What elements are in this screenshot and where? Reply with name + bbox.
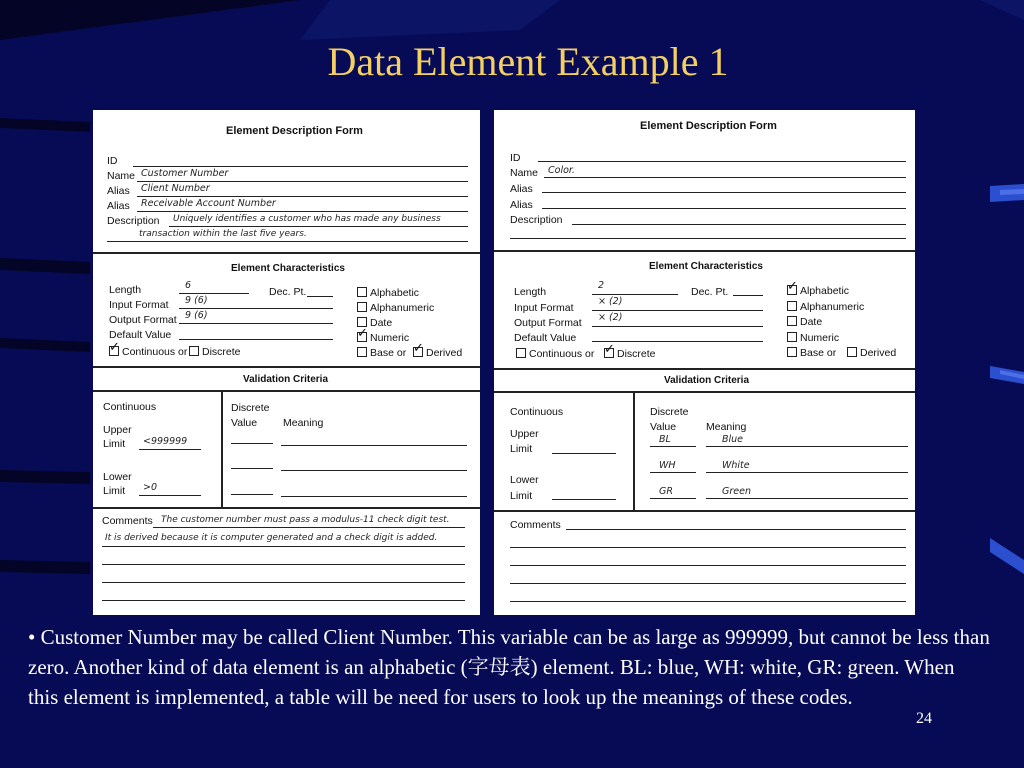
- alphanumeric-option: [787, 300, 864, 313]
- comments-line: [510, 583, 906, 584]
- output-format-value: 9 (6): [185, 310, 208, 321]
- section-divider: [93, 390, 480, 392]
- name-value: Customer Number: [141, 168, 229, 179]
- date-option: [787, 315, 822, 328]
- comments-line: [102, 600, 465, 601]
- output-format-value: × (2): [598, 312, 623, 323]
- alias-label: Alias: [510, 199, 533, 211]
- id-label: ID: [510, 152, 521, 164]
- continuous-label: Continuous or: [529, 348, 595, 360]
- default-value-line: [179, 339, 333, 340]
- comments-value: The customer number must pass a modulus-11 check digit test.: [161, 515, 450, 525]
- discrete-header: Discrete: [650, 406, 689, 418]
- comments-line: [153, 527, 465, 528]
- alphabetic-label: Alphabetic: [370, 287, 420, 299]
- meaning-line: [706, 498, 908, 499]
- value-header: Value: [231, 417, 258, 429]
- alphanumeric-label: Alphanumeric: [800, 301, 865, 313]
- length-label: Length: [514, 286, 547, 298]
- base-label: Base or: [370, 347, 407, 359]
- length-value: 2: [598, 280, 605, 291]
- alphabetic-checkbox: [357, 287, 367, 297]
- element-description-form-color: [494, 110, 915, 615]
- length-line: [179, 293, 249, 294]
- alias-label: Alias: [107, 185, 130, 197]
- date-label: Date: [800, 316, 823, 328]
- element-description-form-customer-number: [93, 110, 480, 615]
- column-divider: [221, 391, 223, 507]
- id-line: [538, 161, 906, 162]
- date-label: Date: [370, 317, 393, 329]
- slide-body-text: • Customer Number may be called Client Number. This variable can be as large as 999999, but cannot be less than zero. Another kind of data element is an alphabetic (字母表) element. BL: blue, WH: white, GR: green. When this element is implemented, a table will be need for users to look up the meanings of these codes.: [28, 625, 990, 709]
- alias-label: Alias: [510, 183, 533, 195]
- meaning-line: [281, 496, 467, 497]
- meaning-header: Meaning: [706, 421, 747, 433]
- code-meaning: Blue: [722, 434, 744, 445]
- alphabetic-label: Alphabetic: [800, 285, 850, 297]
- section-divider: [93, 507, 480, 509]
- alphabetic-checkbox: [787, 285, 797, 295]
- name-line: [137, 181, 468, 182]
- description-line: [510, 238, 906, 239]
- discrete-checkbox: [604, 348, 614, 358]
- dec-pt-line: [733, 295, 763, 296]
- output-format-line: [179, 323, 333, 324]
- form-header: Element Description Form: [226, 125, 363, 137]
- lower-limit-line: [139, 495, 201, 496]
- default-value-line: [592, 341, 763, 342]
- code-value: GR: [659, 486, 673, 497]
- alias-line: [542, 208, 906, 209]
- continuous-header: Continuous: [510, 406, 564, 418]
- continuous-label: Continuous or: [122, 346, 188, 358]
- discrete-label: Discrete: [617, 348, 656, 360]
- alias-value: Client Number: [141, 183, 210, 194]
- slide-title: Data Element Example 1: [327, 39, 729, 84]
- column-divider: [633, 392, 635, 510]
- alphanumeric-checkbox: [357, 302, 367, 312]
- alphanumeric-option: [357, 301, 434, 314]
- validation-header: Validation Criteria: [243, 374, 329, 385]
- output-format-line: [592, 326, 763, 327]
- upper-limit-label: Limit: [510, 443, 533, 455]
- discrete-option: [189, 345, 241, 358]
- alias-line: [137, 196, 468, 197]
- discrete-checkbox: [189, 346, 199, 356]
- default-value-label: Default Value: [109, 329, 172, 341]
- numeric-checkbox: [787, 332, 797, 342]
- comments-line: [510, 565, 906, 566]
- alphanumeric-label: Alphanumeric: [370, 302, 435, 314]
- lower-limit-label: Limit: [510, 490, 533, 502]
- dec-pt-label: Dec. Pt.: [691, 286, 729, 298]
- date-checkbox: [787, 316, 797, 326]
- comments-line: [102, 582, 465, 583]
- section-divider: [494, 368, 915, 370]
- name-value: Color.: [548, 165, 575, 176]
- comments-value: It is derived because it is computer generated and a check digit is added.: [105, 533, 438, 543]
- description-label: Description: [510, 214, 563, 226]
- base-option: [787, 346, 836, 359]
- base-checkbox: [357, 347, 367, 357]
- length-value: 6: [185, 280, 192, 291]
- comments-label: Comments: [510, 519, 561, 531]
- section-divider: [494, 391, 915, 393]
- length-label: Length: [109, 284, 142, 296]
- characteristics-header: Element Characteristics: [649, 261, 763, 272]
- derived-option: [847, 346, 896, 359]
- derived-checkbox: [413, 347, 423, 357]
- lower-label: Lower: [103, 471, 132, 483]
- numeric-option: [787, 331, 839, 344]
- upper-label: Upper: [510, 428, 539, 440]
- section-divider: [93, 252, 480, 254]
- continuous-option: [109, 345, 187, 358]
- alias-line: [137, 211, 468, 212]
- page-number: 24: [916, 710, 932, 727]
- id-line: [133, 166, 468, 167]
- input-format-value: 9 (6): [185, 295, 208, 306]
- continuous-header: Continuous: [103, 401, 157, 413]
- continuous-checkbox: [516, 348, 526, 358]
- continuous-option: [516, 347, 594, 360]
- input-format-value: × (2): [598, 296, 623, 307]
- meaning-line: [281, 470, 467, 471]
- value-line: [231, 443, 273, 444]
- code-meaning: White: [722, 460, 750, 471]
- meaning-line: [706, 446, 908, 447]
- numeric-checkbox: [357, 332, 367, 342]
- name-label: Name: [510, 167, 539, 179]
- default-value-label: Default Value: [514, 332, 577, 344]
- code-meaning: Green: [722, 486, 751, 497]
- alias-value: Receivable Account Number: [141, 198, 276, 209]
- discrete-header: Discrete: [231, 402, 270, 414]
- name-label: Name: [107, 170, 136, 182]
- section-divider: [494, 250, 915, 252]
- lower-label: Lower: [510, 474, 539, 486]
- value-line: [650, 446, 696, 447]
- description-line: [572, 224, 906, 225]
- code-value: WH: [659, 460, 676, 471]
- output-format-label: Output Format: [514, 317, 582, 329]
- derived-label: Derived: [426, 347, 463, 359]
- upper-limit-label: Limit: [103, 438, 126, 450]
- upper-limit-line: [139, 449, 201, 450]
- derived-label: Derived: [860, 347, 897, 359]
- continuous-checkbox: [109, 346, 119, 356]
- base-option: [357, 346, 406, 359]
- base-checkbox: [787, 347, 797, 357]
- validation-header: Validation Criteria: [664, 375, 750, 386]
- section-divider: [494, 510, 915, 512]
- description-value: Uniquely identifies a customer who has made any business: [173, 214, 441, 224]
- input-format-line: [179, 308, 333, 309]
- description-label: Description: [107, 215, 160, 227]
- description-line: [169, 226, 468, 227]
- numeric-label: Numeric: [800, 332, 840, 344]
- meaning-line: [281, 445, 467, 446]
- base-label: Base or: [800, 347, 837, 359]
- input-format-line: [592, 310, 763, 311]
- characteristics-header: Element Characteristics: [231, 263, 345, 274]
- discrete-option: [604, 347, 656, 360]
- value-line: [231, 468, 273, 469]
- name-line: [544, 177, 906, 178]
- comments-line: [102, 564, 465, 565]
- input-format-label: Input Format: [514, 302, 574, 314]
- input-format-label: Input Format: [109, 299, 169, 311]
- description-line: [107, 241, 468, 242]
- output-format-label: Output Format: [109, 314, 177, 326]
- alias-label: Alias: [107, 200, 130, 212]
- description-value: transaction within the last five years.: [139, 229, 307, 239]
- dec-pt-label: Dec. Pt.: [269, 286, 307, 298]
- value-line: [231, 494, 273, 495]
- numeric-label: Numeric: [370, 332, 410, 344]
- comments-label: Comments: [102, 515, 153, 527]
- comments-line: [510, 547, 906, 548]
- discrete-label: Discrete: [202, 346, 241, 358]
- value-line: [650, 472, 696, 473]
- derived-option: [413, 346, 462, 359]
- alphabetic-option: [787, 284, 849, 297]
- upper-label: Upper: [103, 424, 132, 436]
- value-header: Value: [650, 421, 677, 433]
- dec-pt-line: [307, 296, 333, 297]
- alias-line: [542, 192, 906, 193]
- derived-checkbox: [847, 347, 857, 357]
- meaning-header: Meaning: [283, 417, 324, 429]
- comments-line: [566, 529, 906, 530]
- meaning-line: [706, 472, 908, 473]
- form-header: Element Description Form: [640, 120, 777, 132]
- numeric-option: [357, 331, 409, 344]
- lower-limit-label: Limit: [103, 485, 126, 497]
- code-value: BL: [659, 434, 671, 445]
- lower-limit-line: [552, 499, 616, 500]
- comments-line: [102, 546, 465, 547]
- section-divider: [93, 366, 480, 368]
- comments-line: [510, 601, 906, 602]
- value-line: [650, 498, 696, 499]
- upper-limit-value: <999999: [143, 436, 188, 447]
- lower-limit-value: >0: [143, 482, 158, 493]
- upper-limit-line: [552, 453, 616, 454]
- alphabetic-option: [357, 286, 419, 299]
- length-line: [592, 294, 678, 295]
- alphanumeric-checkbox: [787, 301, 797, 311]
- id-label: ID: [107, 155, 118, 167]
